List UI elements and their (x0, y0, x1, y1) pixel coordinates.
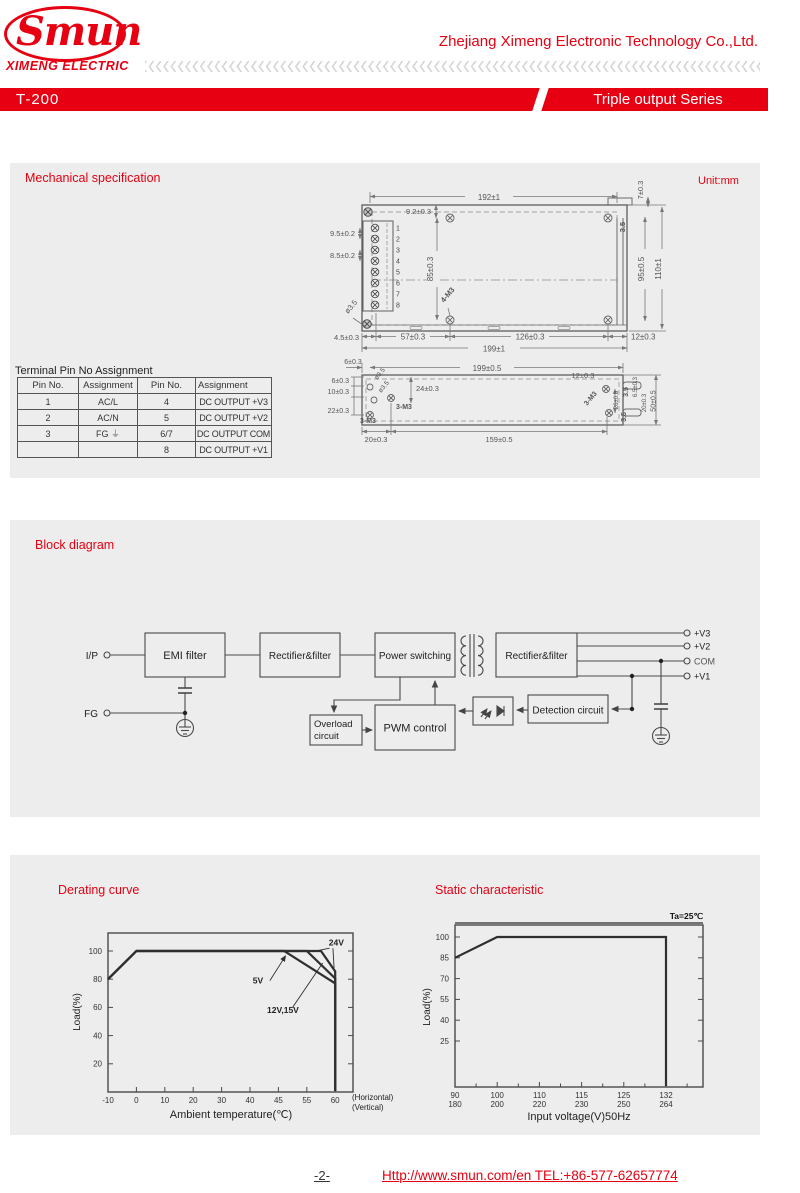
emi-filter-box-label: EMI filter (163, 650, 207, 662)
dim-20: 20±0.3 (364, 435, 388, 444)
unit-label: Unit:mm (698, 175, 739, 187)
svg-text:Ta=25℃: Ta=25℃ (669, 911, 703, 921)
svg-text:250: 250 (617, 1100, 631, 1109)
svg-text:0: 0 (134, 1096, 139, 1105)
rectifier1-box-label: Rectifier&filter (268, 651, 332, 662)
model-label: T-200 (16, 91, 60, 108)
charts-canvas (10, 855, 760, 1135)
dim-l22: 22±0.3 (327, 408, 349, 415)
svg-text:30: 30 (217, 1096, 227, 1105)
derating-curve-title: Derating curve (58, 883, 140, 897)
dim-85: 85±0.3 (426, 256, 435, 282)
dim-m3a: 3-M3 (396, 404, 412, 411)
svg-text:24V: 24V (328, 937, 344, 948)
dim-m3b: 3-M3 (360, 418, 376, 425)
svg-text:90: 90 (450, 1091, 460, 1100)
dim-24: 24±0.3 (416, 384, 439, 393)
cell: AC/N (79, 410, 138, 426)
dim-199: 199±1 (482, 344, 506, 354)
cell: 5 (138, 410, 196, 426)
pin-assignment-table (17, 377, 272, 458)
svg-text:132: 132 (659, 1091, 673, 1100)
svg-text:40: 40 (440, 1016, 449, 1025)
rectifier2-box-label: Rectifier&filter (505, 651, 568, 662)
logo-subtitle: XIMENG ELECTRIC (6, 59, 129, 73)
table-row (18, 442, 272, 458)
dim-dia35: ø3.5 (342, 297, 360, 316)
dim-50: 50±0.5 (650, 390, 658, 412)
dim-65: 6.5±0.3 (633, 377, 639, 397)
pwm-box-label: PWM control (383, 722, 447, 735)
dim-4_5: 4.5±0.3 (334, 333, 359, 342)
cell: 1 (18, 394, 79, 410)
cell: 8 (138, 442, 196, 458)
cell: FG ⏚ (79, 426, 138, 442)
dim-35a: 3.5 (623, 387, 630, 397)
svg-text:264: 264 (659, 1100, 673, 1109)
svg-text:220: 220 (532, 1100, 547, 1109)
cell (79, 442, 138, 458)
dim-l10: 10±0.3 (327, 389, 349, 396)
dim-26: 26±0.3 (614, 390, 620, 410)
col-header: Pin No. (18, 378, 79, 394)
dim-m3c: 3-M3 (583, 390, 599, 408)
cell: DC OUTPUT +V2 (196, 410, 272, 426)
svg-text:180: 180 (448, 1100, 462, 1109)
table-row (18, 426, 272, 442)
svg-text:80: 80 (93, 975, 102, 984)
pin-number: 6 (396, 280, 400, 288)
dim-192: 192±1 (477, 193, 501, 202)
svg-text:60: 60 (93, 1003, 102, 1013)
block-diagram (10, 520, 760, 817)
svg-text:45: 45 (273, 1096, 283, 1105)
pin-number: 1 (396, 225, 400, 233)
block-diagram-panel (10, 520, 760, 817)
pin-number: 4 (396, 258, 400, 266)
dim-110: 110±1 (654, 258, 663, 280)
logo-wordmark: Smun (16, 8, 142, 55)
svg-text:40: 40 (93, 1031, 102, 1041)
svg-text:70: 70 (440, 974, 449, 984)
dim-199b: 199±0.5 (472, 364, 502, 373)
dim-57: 57±0.3 (400, 332, 426, 342)
svg-text:Load(%): Load(%) (72, 993, 83, 1031)
input-terminal-label: I/P (85, 651, 98, 662)
dim-20r: 20±0.3 (642, 393, 648, 413)
svg-text:115: 115 (575, 1091, 588, 1100)
svg-text:Load(%): Load(%) (422, 988, 433, 1026)
svg-text:10: 10 (160, 1096, 170, 1105)
svg-text:230: 230 (574, 1100, 589, 1109)
table-row (18, 394, 272, 410)
col-header: Assignment (79, 378, 138, 394)
cell: DC OUTPUT +V1 (196, 442, 272, 458)
svg-text:100: 100 (490, 1091, 504, 1100)
terminal-block (363, 221, 400, 311)
dim-3_5: 3.5 (618, 221, 627, 233)
output-label-com: COM (694, 656, 715, 667)
svg-text:110: 110 (533, 1091, 546, 1100)
svg-text:200: 200 (490, 1100, 504, 1109)
page-number: -2- (314, 1168, 330, 1183)
dim-8_5: 8.5±0.2 (330, 251, 355, 260)
cell: DC OUTPUT COM (196, 426, 272, 442)
dim-126: 126±0.3 (515, 332, 545, 342)
series-label: Triple output Series (593, 91, 723, 108)
svg-text:(Vertical): (Vertical) (352, 1103, 384, 1112)
output-label-v1: +V1 (694, 671, 711, 682)
svg-text:85: 85 (440, 953, 449, 963)
table-row (18, 410, 272, 426)
svg-text:20: 20 (93, 1059, 102, 1069)
dim-12b: 12±0.3 (571, 371, 595, 380)
output-label-v3: +V3 (694, 628, 711, 639)
dim-9_2: 9.2±0.3 (406, 207, 431, 216)
pin-number: 3 (396, 247, 400, 255)
top-view-drawing (330, 181, 667, 354)
pin-number: 8 (396, 302, 400, 310)
svg-text:-10: -10 (102, 1096, 114, 1105)
dim-159: 159±0.5 (485, 435, 513, 444)
dim-7: 7±0.3 (636, 180, 645, 200)
charts-panel (10, 855, 760, 1135)
svg-text:100: 100 (435, 932, 449, 942)
overload-box-label2: circuit (314, 731, 339, 742)
mechanical-spec-panel (10, 163, 760, 478)
overload-box-label: Overload (314, 719, 353, 730)
svg-text:55: 55 (440, 995, 449, 1005)
pin-number: 2 (396, 236, 400, 244)
mech-title: Mechanical specification (25, 171, 161, 185)
power-switching-box-label: Power switching (378, 651, 452, 662)
cell: 4 (138, 394, 196, 410)
svg-text:40: 40 (245, 1096, 255, 1105)
cell: DC OUTPUT +V3 (196, 394, 272, 410)
bottom-view-drawing (328, 359, 661, 444)
svg-text:20: 20 (188, 1096, 198, 1105)
cell: 3 (18, 426, 79, 442)
dim-9_5: 9.5±0.2 (330, 229, 355, 238)
svg-text:Ambient temperature(℃): Ambient temperature(℃) (169, 1109, 293, 1121)
svg-text:125: 125 (617, 1091, 631, 1100)
dim-l6: 6±0.3 (331, 378, 349, 385)
cell: 6/7 (138, 426, 196, 442)
svg-text:12V,15V: 12V,15V (267, 1005, 299, 1016)
svg-text:55: 55 (302, 1096, 312, 1105)
col-header: Assignment (196, 378, 272, 394)
svg-text:5V: 5V (252, 975, 264, 986)
block-title: Block diagram (35, 538, 115, 552)
dim-dia2: ø3.5 (377, 379, 391, 395)
banner-slash-icon (532, 88, 548, 111)
col-header: Pin No. (138, 378, 196, 394)
dim-12: 12±0.3 (631, 332, 656, 342)
svg-text:100: 100 (88, 946, 102, 956)
dim-6top: 6±0.3 (344, 359, 362, 366)
website-link[interactable]: Http://www.smun.com/en TEL:+86-577-62657774 (382, 1168, 678, 1183)
dim-4m3: 4-M3 (438, 285, 457, 305)
dim-95: 95±0.5 (637, 256, 646, 282)
series-banner (0, 88, 768, 111)
fg-terminal-label: FG (84, 709, 98, 720)
output-label-v2: +V2 (694, 641, 711, 652)
cell: AC/L (79, 394, 138, 410)
company-name: Zhejiang Ximeng Electronic Technology Co.,Ltd. (438, 33, 758, 50)
pin-number: 5 (396, 269, 400, 277)
dim-dia1: ø3.5 (373, 366, 387, 382)
dim-35b: 3.5 (621, 412, 628, 422)
svg-text:Input voltage(V)50Hz: Input voltage(V)50Hz (527, 1111, 631, 1123)
static-characteristic-title: Static characteristic (435, 883, 544, 897)
pin-table-caption: Terminal Pin No Assignment (15, 365, 153, 377)
chevron-pattern-icon (145, 61, 760, 72)
svg-text:60: 60 (330, 1096, 340, 1105)
cell: 2 (18, 410, 79, 426)
cell (18, 442, 79, 458)
pin-number: 7 (396, 291, 400, 299)
svg-text:(Horizontal): (Horizontal) (352, 1093, 394, 1102)
detection-box-label: Detection circuit (532, 705, 604, 717)
svg-text:25: 25 (440, 1036, 449, 1046)
